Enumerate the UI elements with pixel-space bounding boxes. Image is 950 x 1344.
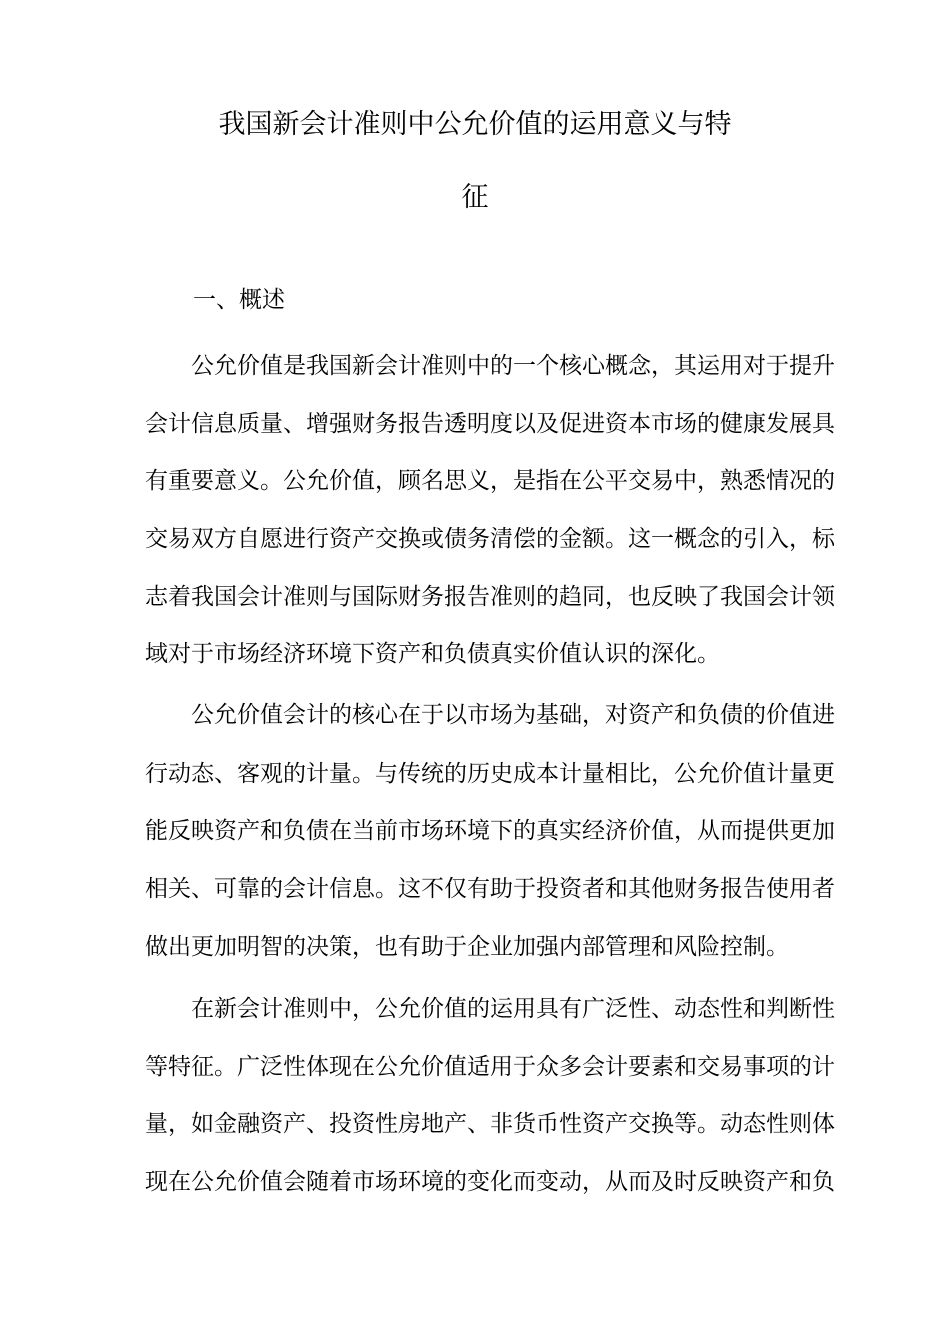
paragraph-2-line-3: 能反映资产和负债在当前市场环境下的真实经济价值，从而提供更加 <box>145 818 835 844</box>
paragraph-2-line-2: 行动态、客观的计量。与传统的历史成本计量相比，公允价值计量更 <box>145 761 835 787</box>
paragraph-1-line-4: 交易双方自愿进行资产交换或债务清偿的金额。这一概念的引入，标 <box>145 526 835 552</box>
section-heading-overview: 一、概述 <box>193 287 285 313</box>
paragraph-2-line-5: 做出更加明智的决策，也有助于企业加强内部管理和风险控制。 <box>145 934 789 960</box>
paragraph-1-line-3: 有重要意义。公允价值，顾名思义，是指在公平交易中，熟悉情况的 <box>145 468 835 494</box>
paragraph-1-line-2: 会计信息质量、增强财务报告透明度以及促进资本市场的健康发展具 <box>145 411 835 437</box>
paragraph-3-line-2: 等特征。广泛性体现在公允价值适用于众多会计要素和交易事项的计 <box>145 1054 835 1080</box>
paragraph-2-line-1: 公允价值会计的核心在于以市场为基础，对资产和负债的价值进 <box>191 702 835 728</box>
paragraph-2-line-4: 相关、可靠的会计信息。这不仅有助于投资者和其他财务报告使用者 <box>145 876 835 902</box>
paragraph-3-line-4: 现在公允价值会随着市场环境的变化而变动，从而及时反映资产和负 <box>145 1169 835 1195</box>
document-title-line-1: 我国新会计准则中公允价值的运用意义与特 <box>218 109 732 140</box>
paragraph-1-line-5: 志着我国会计准则与国际财务报告准则的趋同，也反映了我国会计领 <box>145 584 835 610</box>
paragraph-1-line-6: 域对于市场经济环境下资产和负债真实价值认识的深化。 <box>145 641 720 667</box>
document-title-line-2: 征 <box>461 182 489 213</box>
paragraph-1-line-1: 公允价值是我国新会计准则中的一个核心概念，其运用对于提升 <box>191 353 835 379</box>
paragraph-3-line-3: 量，如金融资产、投资性房地产、非货币性资产交换等。动态性则体 <box>145 1111 835 1137</box>
paragraph-3-line-1: 在新会计准则中，公允价值的运用具有广泛性、动态性和判断性 <box>191 996 835 1022</box>
